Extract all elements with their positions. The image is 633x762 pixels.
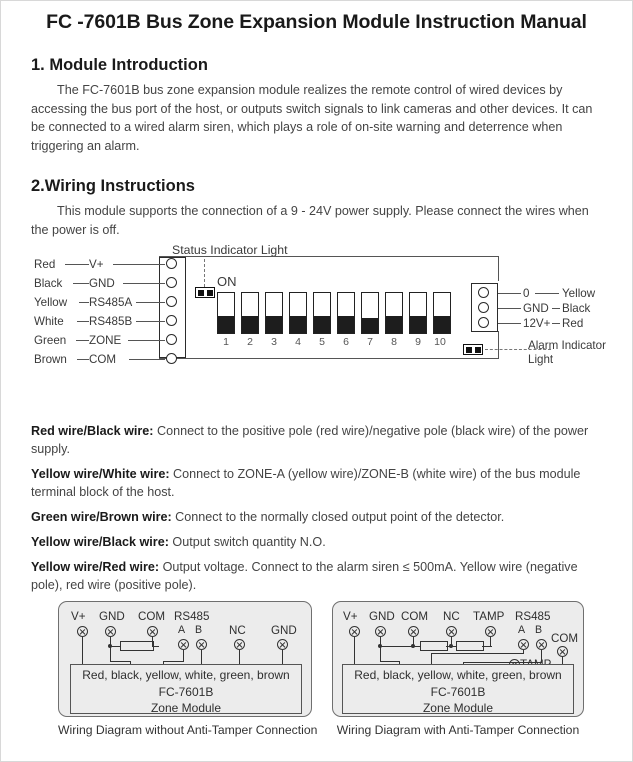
left-lead-inner-3 bbox=[77, 321, 89, 322]
dip-switch-6[interactable] bbox=[337, 292, 355, 334]
wire-note-4 bbox=[31, 558, 602, 594]
right-panel-resistor-1 bbox=[420, 641, 448, 651]
right-panel-wire-tamp-down bbox=[490, 637, 491, 647]
left-panel-node-vplus bbox=[77, 626, 88, 637]
section-body-introduction: The FC-7601B bus zone expansion module realizes the remote control of wired devices by accessing the bus port of the host, or outputs switch signals to link cameras and other devices. It can be connected to a wired alarm siren, which plays a role of on-site warning and deterrence when triggering an alarm. bbox=[31, 83, 593, 153]
left-terminal-color-2: Yellow bbox=[34, 296, 68, 309]
dip-switch-3[interactable] bbox=[265, 292, 283, 334]
status-indicator-label: Status Indicator Light bbox=[172, 243, 288, 257]
left-panel-resistor bbox=[120, 641, 154, 651]
dip-number-6: 6 bbox=[343, 336, 349, 348]
left-terminal-color-1: Black bbox=[34, 277, 63, 290]
left-terminal-signal-2: RS485A bbox=[89, 296, 133, 309]
wire-note-label-4: Yellow wire/Red wire: bbox=[31, 560, 160, 574]
left-lead-outer-3 bbox=[136, 321, 165, 322]
left-lead-outer-1 bbox=[123, 283, 165, 284]
dip-switch-8[interactable] bbox=[385, 292, 403, 334]
wire-note-label-1: Yellow wire/White wire: bbox=[31, 467, 170, 481]
wire-notes-list bbox=[31, 422, 602, 594]
left-panel-node-com bbox=[147, 626, 158, 637]
board-right-upper-edge bbox=[498, 256, 499, 281]
left-panel-terminal-label-a: A bbox=[178, 624, 186, 636]
alarm-indicator-led bbox=[463, 344, 483, 355]
left-terminal-dot-3 bbox=[166, 315, 177, 326]
left-panel-module-box bbox=[70, 664, 302, 714]
left-lead-inner-2 bbox=[79, 302, 89, 303]
right-panel-node-b bbox=[536, 639, 547, 650]
left-panel-wire-gnd-branch bbox=[110, 646, 111, 662]
panel-without-anti-tamper bbox=[58, 601, 312, 717]
page-title: FC -7601B Bus Zone Expansion Module Instruction Manual bbox=[46, 11, 587, 33]
right-panel-terminal-label-a: A bbox=[518, 624, 526, 636]
left-lead-outer-2 bbox=[136, 302, 165, 303]
left-terminal-signal-5: COM bbox=[89, 353, 117, 366]
right-lead-outer-0 bbox=[535, 293, 559, 294]
dip-switch-1[interactable] bbox=[217, 292, 235, 334]
dip-switch-9[interactable] bbox=[409, 292, 427, 334]
left-lead-outer-5 bbox=[129, 359, 165, 360]
right-panel-terminal-label-nc: NC bbox=[443, 610, 460, 623]
left-lead-outer-4 bbox=[128, 340, 165, 341]
left-panel-node-nc bbox=[234, 639, 245, 650]
right-panel-module-box bbox=[342, 664, 574, 714]
left-lead-outer-0 bbox=[113, 264, 165, 265]
right-lead-outer-1 bbox=[552, 308, 560, 309]
right-panel-node-vplus bbox=[349, 626, 360, 637]
dip-switch-2[interactable] bbox=[241, 292, 259, 334]
section-body-wiring: This module supports the connection of a 9 - 24V power supply. Please connect the wires when the power is off. bbox=[31, 204, 589, 237]
left-panel-module-line3: Zone Module bbox=[150, 701, 222, 715]
left-terminal-signal-1: GND bbox=[89, 277, 115, 290]
left-terminal-dot-4 bbox=[166, 334, 177, 345]
left-terminal-color-5: Brown bbox=[34, 353, 67, 366]
right-lead-outer-2 bbox=[552, 323, 560, 324]
wire-note-text-4: Output voltage. Connect to the alarm siren ≤ 500mA. Yellow wire (negative pole), red wire (positive pole). bbox=[31, 560, 578, 592]
left-terminal-signal-0: V+ bbox=[89, 258, 104, 271]
left-panel-wire-com-down bbox=[152, 637, 153, 647]
right-panel-terminal-label-b: B bbox=[535, 624, 543, 636]
left-panel-terminal-label-rs485: RS485 bbox=[174, 610, 210, 623]
right-panel-caption: Wiring Diagram with Anti-Tamper Connection bbox=[336, 723, 580, 737]
left-terminal-color-4: Green bbox=[34, 334, 67, 347]
board-right-lower-edge bbox=[498, 331, 499, 359]
right-terminal-dot-2 bbox=[478, 317, 489, 328]
right-lead-inner-2 bbox=[498, 323, 521, 324]
left-panel-node-a bbox=[178, 639, 189, 650]
right-panel-node-gnd bbox=[375, 626, 386, 637]
wire-note-text-2: Connect to the normally closed output point of the detector. bbox=[171, 510, 505, 524]
left-panel-module-line1: Red, black, yellow, white, green, brown bbox=[82, 668, 290, 682]
left-terminal-dot-2 bbox=[166, 296, 177, 307]
right-terminal-color-0: Yellow bbox=[562, 287, 596, 300]
dip-number-4: 4 bbox=[295, 336, 301, 348]
left-terminal-color-0: Red bbox=[34, 258, 56, 271]
left-terminal-signal-4: ZONE bbox=[89, 334, 122, 347]
right-panel-node-nc bbox=[446, 626, 457, 637]
right-panel-wire-gnd-over bbox=[380, 661, 400, 662]
right-panel-terminal-label-rs485: RS485 bbox=[515, 610, 551, 623]
wire-note-text-3: Output switch quantity N.O. bbox=[168, 535, 326, 549]
dip-number-9: 9 bbox=[415, 336, 421, 348]
panel-with-anti-tamper bbox=[332, 601, 584, 717]
right-panel-terminal-label-tamp: TAMP bbox=[473, 610, 505, 623]
board-bottom-edge bbox=[159, 358, 499, 359]
left-terminal-color-3: White bbox=[34, 315, 64, 328]
right-panel-module-line3: Zone Module bbox=[422, 701, 494, 715]
dip-switch-5[interactable] bbox=[313, 292, 331, 334]
left-panel-wire-gnd-over bbox=[110, 661, 131, 662]
left-panel-caption: Wiring Diagram without Anti-Tamper Connection bbox=[58, 723, 318, 737]
right-terminal-color-2: Red bbox=[562, 317, 584, 330]
right-lead-inner-0 bbox=[498, 293, 521, 294]
dip-number-7: 7 bbox=[367, 336, 373, 348]
dip-number-5: 5 bbox=[319, 336, 325, 348]
left-panel-terminal-label-gnd: GND bbox=[99, 610, 125, 623]
section-heading-wiring: 2.Wiring Instructions bbox=[31, 177, 195, 195]
right-terminal-color-1: Black bbox=[562, 302, 591, 315]
right-panel-terminal-label-com2: COM bbox=[551, 632, 579, 645]
dip-switch-7[interactable] bbox=[361, 292, 379, 334]
right-panel-wire-gnd-branch bbox=[380, 646, 381, 662]
section-heading-introduction: 1. Module Introduction bbox=[31, 56, 208, 74]
left-terminal-signal-3: RS485B bbox=[89, 315, 133, 328]
left-panel-terminal-label-b: B bbox=[195, 624, 203, 636]
left-terminal-dot-1 bbox=[166, 277, 177, 288]
dip-number-10: 10 bbox=[434, 336, 446, 348]
dip-number-1: 1 bbox=[223, 336, 229, 348]
board-top-edge bbox=[159, 256, 499, 257]
right-panel-module-line2: FC-7601B bbox=[430, 684, 486, 699]
right-terminal-dot-0 bbox=[478, 287, 489, 298]
left-lead-inner-0 bbox=[65, 264, 89, 265]
right-panel-node-com bbox=[408, 626, 419, 637]
right-panel-junction-nc bbox=[449, 644, 453, 648]
left-panel-wire-a-over bbox=[163, 661, 184, 662]
right-panel-node-com2 bbox=[557, 646, 568, 657]
wire-note-1 bbox=[31, 465, 602, 501]
right-panel-node-a bbox=[518, 639, 529, 650]
dip-on-label: ON bbox=[217, 274, 237, 289]
wire-note-text-0: Connect to the positive pole (red wire)/negative pole (black wire) of the power supply. bbox=[31, 424, 589, 456]
left-panel-node-b bbox=[196, 639, 207, 650]
right-terminal-signal-0: 0 bbox=[523, 287, 530, 300]
dip-switch-4[interactable] bbox=[289, 292, 307, 334]
left-panel-node-gnd2 bbox=[277, 639, 288, 650]
left-terminal-dot-5 bbox=[166, 353, 177, 364]
status-indicator-led bbox=[195, 287, 215, 298]
alarm-indicator-label-line1: Alarm Indicator bbox=[528, 339, 606, 352]
right-panel-terminal-label-com: COM bbox=[401, 610, 429, 623]
panel-diagrams bbox=[1, 601, 633, 759]
wire-note-2 bbox=[31, 508, 602, 526]
right-terminal-signal-1: GND bbox=[523, 302, 549, 315]
right-terminal-signal-2: 12V+ bbox=[523, 317, 551, 330]
right-lead-inner-1 bbox=[498, 308, 521, 309]
wire-note-text-1: Connect to ZONE-A (yellow wire)/ZONE-B (white wire) of the bus module terminal block of the host. bbox=[31, 467, 581, 499]
dip-number-3: 3 bbox=[271, 336, 277, 348]
wire-note-0 bbox=[31, 422, 602, 458]
module-wiring-diagram bbox=[1, 243, 633, 408]
left-lead-inner-1 bbox=[73, 283, 89, 284]
right-panel-terminal-label-gnd: GND bbox=[369, 610, 395, 623]
wire-note-label-0: Red wire/Black wire: bbox=[31, 424, 154, 438]
left-panel-terminal-label-vplus: V+ bbox=[71, 610, 86, 623]
dip-number-2: 2 bbox=[247, 336, 253, 348]
left-panel-node-gnd bbox=[105, 626, 116, 637]
left-terminal-dot-0 bbox=[166, 258, 177, 269]
wire-note-label-3: Yellow wire/Black wire: bbox=[31, 535, 169, 549]
right-panel-module-line1: Red, black, yellow, white, green, brown bbox=[354, 668, 562, 682]
left-panel-terminal-label-com: COM bbox=[138, 610, 166, 623]
wire-note-label-2: Green wire/Brown wire: bbox=[31, 510, 172, 524]
left-panel-terminal-label-nc: NC bbox=[229, 624, 246, 637]
right-panel-junction-com bbox=[411, 644, 415, 648]
left-panel-module-line2: FC-7601B bbox=[158, 684, 214, 699]
right-panel-wire-a-over bbox=[431, 653, 524, 654]
dip-number-8: 8 bbox=[391, 336, 397, 348]
alarm-indicator-label-line2: Light bbox=[528, 353, 554, 366]
left-lead-inner-4 bbox=[76, 340, 89, 341]
right-panel-terminal-label-vplus: V+ bbox=[343, 610, 358, 623]
left-panel-terminal-label-gnd2: GND bbox=[271, 624, 297, 637]
left-lead-inner-5 bbox=[77, 359, 89, 360]
wire-note-3 bbox=[31, 533, 602, 551]
right-panel-node-tamp bbox=[485, 626, 496, 637]
right-panel-resistor-2 bbox=[456, 641, 484, 651]
right-terminal-dot-1 bbox=[478, 302, 489, 313]
dip-switch-10[interactable] bbox=[433, 292, 451, 334]
